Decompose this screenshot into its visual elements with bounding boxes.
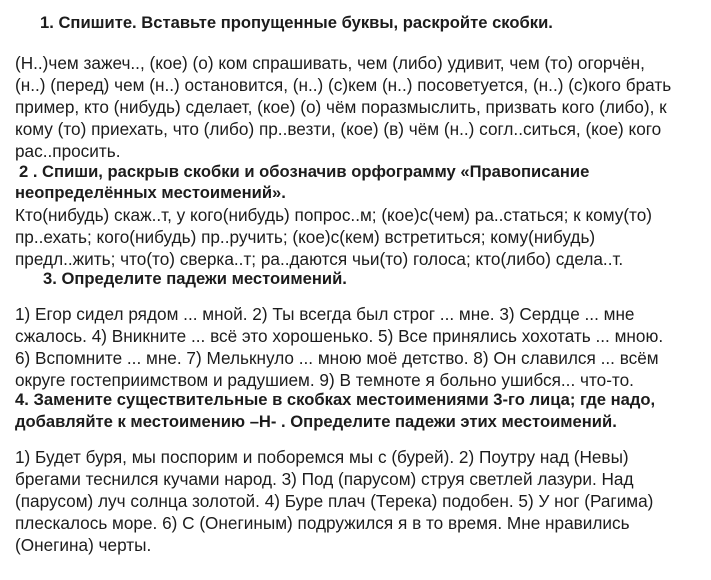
task3-title: 3. Определите падежи местоимений. — [43, 269, 347, 288]
task2-line-1: Кто(нибудь) скаж..т, у кого(нибудь) попрос..м; (кое)с(чем) ра..статься; к кому(то) — [15, 205, 653, 225]
task3-line-1: 1) Егор сидел рядом ... мной. 2) Ты всегда был строг ... мне. 3) Сердце ... мне — [15, 304, 635, 324]
task4-line-4: плескалось море. 6) С (Онегиным) подружился я в то время. Мне нравились — [15, 513, 630, 533]
task4-title-line-2: добавляйте к местоимению –Н- . Определите падежи этих местоимений. — [15, 412, 617, 431]
task2-line-2: пр..ехать; кого(нибудь) пр..ручить; (кое)с(кем) встретиться; кому(нибудь) — [15, 227, 596, 247]
task4-line-2: брегами теснился кучами народ. 3) Под (парусом) струя светлей лазури. Над — [15, 469, 634, 489]
task1-title: 1. Спишите. Вставьте пропущенные буквы, раскройте скобки. — [40, 13, 553, 32]
task4-line-3: (парусом) луч солнца золотой. 4) Буре плач (Терека) подобен. 5) У ног (Рагима) — [15, 491, 654, 511]
task2-line-3: предл..жить; что(то) сверка..т; ра..даются чьи(то) голоса; кто(либо) сдела..т. — [15, 249, 624, 269]
task4-line-1: 1) Будет буря, мы поспорим и поборемся мы с (бурей). 2) Поутру над (Невы) — [15, 447, 629, 467]
task1-line-5: рас..просить. — [15, 141, 121, 161]
task1-line-1: (Н..)чем зажеч.., (кое) (о) ком спрашивать, чем (либо) удивит, чем (то) огорчён, — [15, 53, 645, 73]
task4-line-5: (Онегина) черты. — [15, 535, 152, 555]
task3-line-4: округе гостеприимством и радушием. 9) В темноте я больно ушибся... что-то. — [15, 370, 634, 390]
task1-line-4: кому (то) приехать, что (либо) пр..везти, (кое) (в) чём (н..) согл..ситься, (кое) кого — [15, 119, 662, 139]
task3-line-2: сжалось. 4) Вникните ... всё это хорошенько. 5) Все принялись хохотать ... мною. — [15, 326, 664, 346]
task2-title-line-2: неопределённых местоимений». — [15, 183, 286, 202]
task1-line-2: (н..) (перед) чем (н..) остановится, (н..) (с)кем (н..) посоветуется, (н..) (с)кого брать — [15, 75, 672, 95]
task1-line-3: пример, кто (нибудь) сделает, (кое) (о) чём поразмыслить, призвать кого (либо), к — [15, 97, 667, 117]
task3-line-3: 6) Вспомните ... мне. 7) Мелькнуло ... мною моё детство. 8) Он славился ... всём — [15, 348, 659, 368]
task4-title-line-1: 4. Замените существительные в скобках местоимениями 3-го лица; где надо, — [15, 390, 656, 409]
task2-title-line-1: 2 . Спиши, раскрыв скобки и обозначив орфограмму «Правописание — [19, 162, 590, 181]
